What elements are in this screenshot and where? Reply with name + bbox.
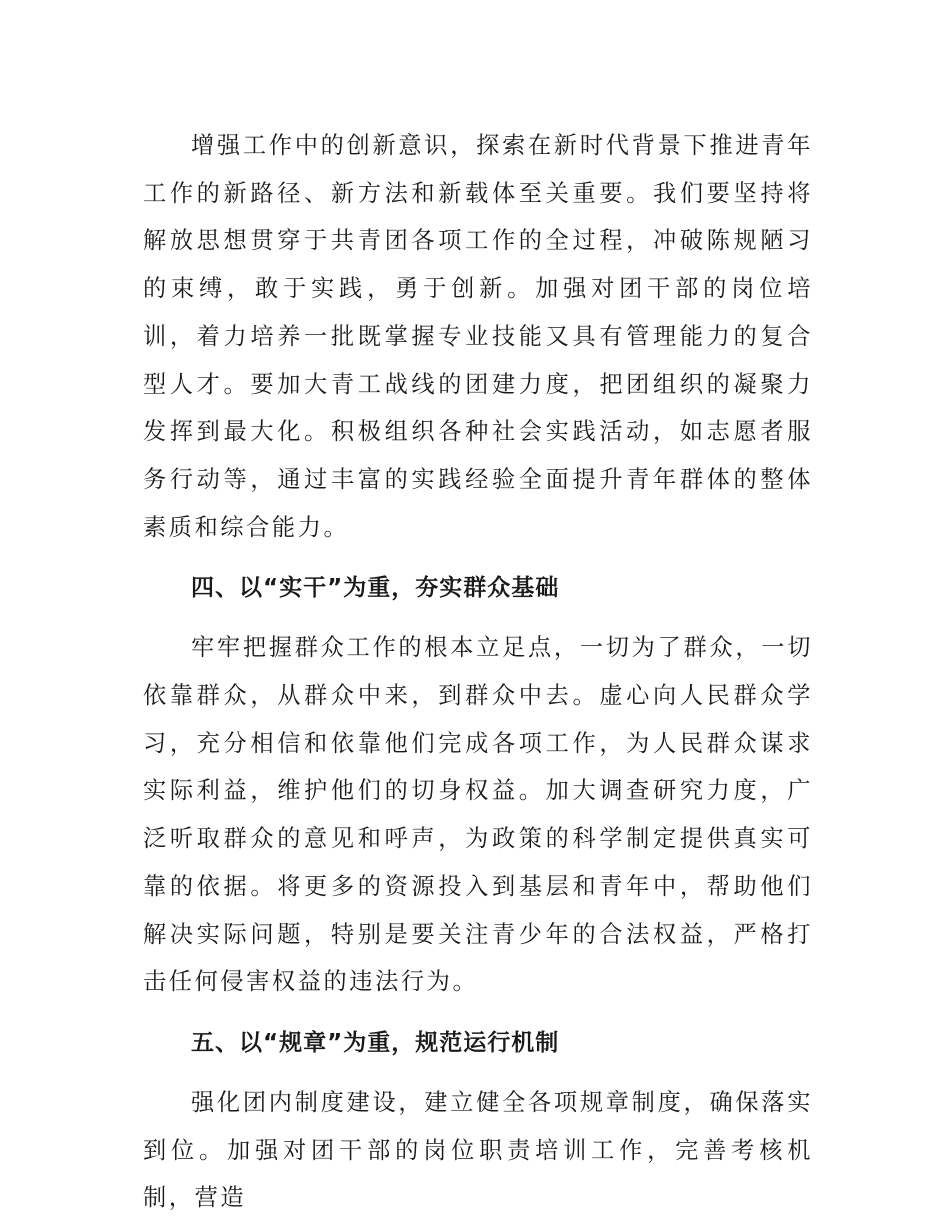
paragraph-regulations: 强化团内制度建设，建立健全各项规章制度，确保落实到位。加强对团干部的岗位职责培训工作，完善考核机制，营造: [143, 1088, 813, 1212]
paragraph-masses: 牢牢把握群众工作的根本立足点，一切为了群众，一切依靠群众，从群众中来，到群众中去。虚心向人民群众学习，充分相信和依靠他们完成各项工作，为人民群众谋求实际利益，维护他们的切身权益。加大调查研究力度，广泛听取群众的意见和呼声，为政策的科学制定提供真实可靠的依据。将更多的资源投入到基层和青年中，帮助他们解决实际问题，特别是要关注青少年的合法权益，严格打击任何侵害权益的违法行为。: [143, 634, 813, 996]
document-body: [143, 122, 813, 1222]
section-heading-4: 四、以“实干”为重，夯实群众基础: [191, 575, 560, 602]
section-heading-5: 五、以“规章”为重，规范运行机制: [191, 1029, 560, 1056]
paragraph-innovation: 增强工作中的创新意识，探索在新时代背景下推进青年工作的新路径、新方法和新载体至关重要。我们要坚持将解放思想贯穿于共青团各项工作的全过程，冲破陈规陋习的束缚，敢于实践，勇于创新。加强对团干部的岗位培训，着力培养一批既掌握专业技能又具有管理能力的复合型人才。要加大青工战线的团建力度，把团组织的凝聚力发挥到最大化。积极组织各种社会实践活动，如志愿者服务行动等，通过丰富的实践经验全面提升青年群体的整体素质和综合能力。: [143, 132, 813, 541]
